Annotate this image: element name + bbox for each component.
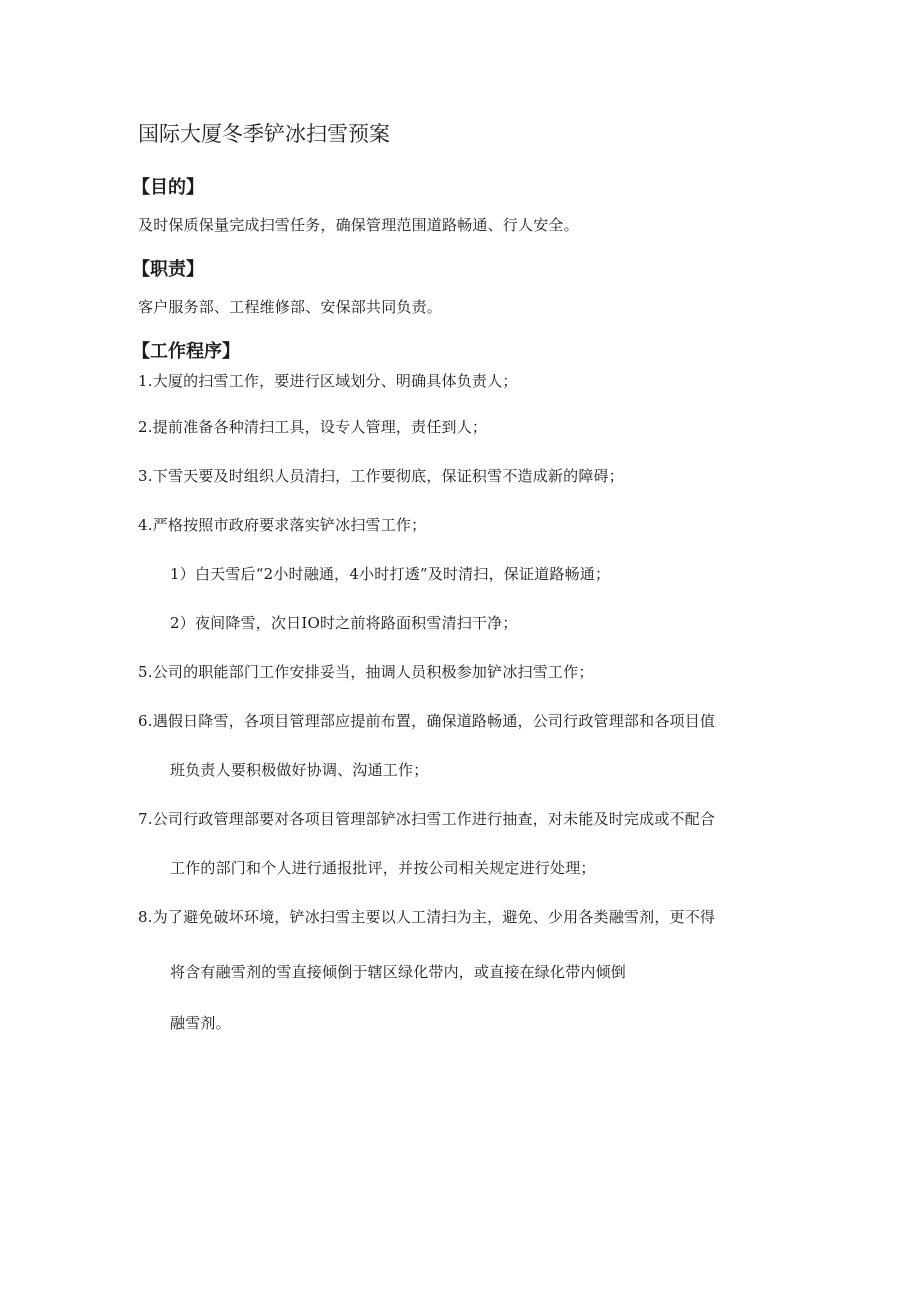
procedure-step-1: 1.大厦的扫雪工作，要进行区域划分、明确具体负责人； <box>138 372 518 390</box>
procedure-step-6: 6.遇假日降雪，各项目管理部应提前布置，确保道路畅通，公司行政管理部和各项目值 <box>138 712 716 730</box>
duty-text: 客户服务部、工程维修部、安保部共同负责。 <box>138 298 443 316</box>
procedure-step-7-cont: 工作的部门和个人进行通报批评，并按公司相关规定进行处理； <box>170 859 596 877</box>
procedure-step-8-cont: 将含有融雪剂的雪直接倾倒于辖区绿化带内，或直接在绿化带内倾倒 <box>170 963 627 981</box>
procedure-step-4: 4.严格按照市政府要求落实铲冰扫雪工作； <box>138 516 427 534</box>
procedure-step-4-sub-2: 2）夜间降雪，次日IO时之前将路面积雪清扫干净； <box>170 614 518 632</box>
section-heading-procedure: 【工作程序】 <box>132 341 240 362</box>
document-title: 国际大厦冬季铲冰扫雪预案 <box>138 122 390 146</box>
purpose-text: 及时保质保量完成扫雪任务，确保管理范围道路畅通、行人安全。 <box>138 216 579 234</box>
procedure-step-5: 5.公司的职能部门工作安排妥当，抽调人员积极参加铲冰扫雪工作； <box>138 663 594 681</box>
section-heading-duty: 【职责】 <box>132 259 204 280</box>
procedure-step-7: 7.公司行政管理部要对各项目管理部铲冰扫雪工作进行抽查，对未能及时完成或不配合 <box>138 810 716 828</box>
procedure-step-8: 8.为了避免破坏环境，铲冰扫雪主要以人工清扫为主，避免、少用各类融雪剂，更不得 <box>138 908 716 926</box>
procedure-step-4-sub-1: 1）白天雪后“2小时融通，4小时打透”及时清扫，保证道路畅通； <box>170 565 611 583</box>
procedure-step-6-cont: 班负责人要积极做好协调、沟通工作； <box>170 761 429 779</box>
procedure-step-2: 2.提前准备各种清扫工具，设专人管理，责任到人； <box>138 418 488 436</box>
section-heading-purpose: 【目的】 <box>132 177 204 198</box>
procedure-step-3: 3.下雪天要及时组织人员清扫，工作要彻底，保证积雪不造成新的障碍； <box>138 467 624 485</box>
procedure-step-8-end: 融雪剂。 <box>170 1014 231 1032</box>
